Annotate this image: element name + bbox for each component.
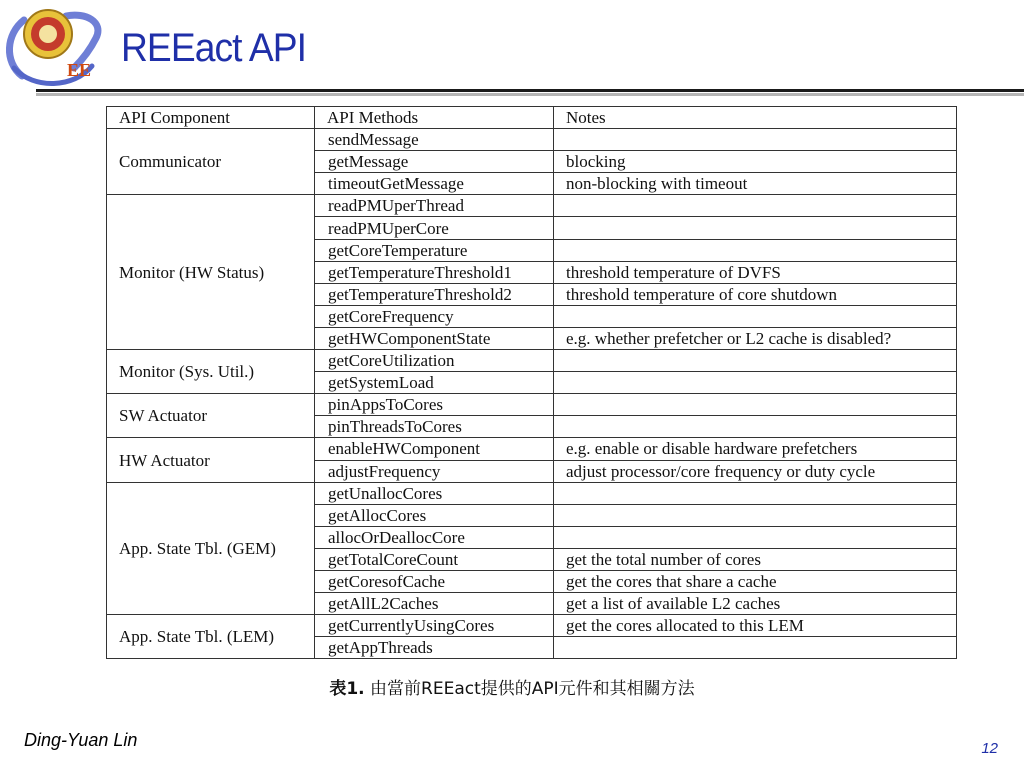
caption-text: 由當前REEact提供的API元件和其相關方法: [370, 679, 695, 699]
method-cell: getCoreFrequency: [315, 305, 554, 327]
method-cell: pinThreadsToCores: [315, 416, 554, 438]
table-caption: [0, 674, 1024, 699]
note-cell: [554, 504, 957, 526]
method-cell: getAllL2Caches: [315, 593, 554, 615]
method-cell: allocOrDeallocCore: [315, 526, 554, 548]
slide-title: REEact API: [121, 26, 307, 70]
method-cell: getCoreUtilization: [315, 350, 554, 372]
method-cell: getCoreTemperature: [315, 239, 554, 261]
component-cell: App. State Tbl. (GEM): [107, 482, 315, 615]
table-row: [107, 438, 957, 460]
table-row: [107, 129, 957, 151]
table-row: [107, 615, 957, 637]
note-cell: [554, 239, 957, 261]
header-notes: Notes: [554, 107, 957, 129]
header-api-methods: API Methods: [315, 107, 554, 129]
note-cell: [554, 482, 957, 504]
note-cell: e.g. whether prefetcher or L2 cache is disabled?: [554, 327, 957, 349]
note-cell: adjust processor/core frequency or duty cycle: [554, 460, 957, 482]
note-cell: threshold temperature of DVFS: [554, 261, 957, 283]
note-cell: [554, 637, 957, 659]
note-cell: e.g. enable or disable hardware prefetchers: [554, 438, 957, 460]
note-cell: [554, 372, 957, 394]
method-cell: getHWComponentState: [315, 327, 554, 349]
note-cell: [554, 416, 957, 438]
table-row: [107, 350, 957, 372]
method-cell: adjustFrequency: [315, 460, 554, 482]
note-cell: blocking: [554, 151, 957, 173]
table-header-row: [107, 107, 957, 129]
title-divider-shadow: [36, 93, 1024, 96]
method-cell: getSystemLoad: [315, 372, 554, 394]
note-cell: non-blocking with timeout: [554, 173, 957, 195]
method-cell: pinAppsToCores: [315, 394, 554, 416]
method-cell: timeoutGetMessage: [315, 173, 554, 195]
api-table: [106, 106, 957, 659]
note-cell: [554, 217, 957, 239]
note-cell: [554, 195, 957, 217]
method-cell: getCurrentlyUsingCores: [315, 615, 554, 637]
note-cell: threshold temperature of core shutdown: [554, 283, 957, 305]
component-cell: Communicator: [107, 129, 315, 195]
method-cell: getAllocCores: [315, 504, 554, 526]
svg-text:EE: EE: [67, 60, 92, 80]
table-body: [107, 129, 957, 659]
method-cell: readPMUperCore: [315, 217, 554, 239]
method-cell: sendMessage: [315, 129, 554, 151]
component-cell: Monitor (Sys. Util.): [107, 350, 315, 394]
author-name: Ding-Yuan Lin: [24, 730, 138, 750]
table-row: [107, 195, 957, 217]
method-cell: getCoresofCache: [315, 570, 554, 592]
note-cell: [554, 129, 957, 151]
note-cell: [554, 350, 957, 372]
note-cell: get the cores allocated to this LEM: [554, 615, 957, 637]
note-cell: [554, 305, 957, 327]
component-cell: App. State Tbl. (LEM): [107, 615, 315, 659]
method-cell: enableHWComponent: [315, 438, 554, 460]
university-logo: [4, 4, 102, 88]
note-cell: [554, 394, 957, 416]
method-cell: getTotalCoreCount: [315, 548, 554, 570]
title-divider: [36, 89, 1024, 92]
method-cell: getTemperatureThreshold2: [315, 283, 554, 305]
caption-label: 表1.: [329, 679, 365, 699]
method-cell: getAppThreads: [315, 637, 554, 659]
page-number: 12: [981, 740, 998, 757]
method-cell: readPMUperThread: [315, 195, 554, 217]
note-cell: get the cores that share a cache: [554, 570, 957, 592]
method-cell: getUnallocCores: [315, 482, 554, 504]
note-cell: get the total number of cores: [554, 548, 957, 570]
component-cell: Monitor (HW Status): [107, 195, 315, 350]
method-cell: getTemperatureThreshold1: [315, 261, 554, 283]
note-cell: [554, 526, 957, 548]
method-cell: getMessage: [315, 151, 554, 173]
table-row: [107, 394, 957, 416]
component-cell: HW Actuator: [107, 438, 315, 482]
table-row: [107, 482, 957, 504]
header-api-component: API Component: [107, 107, 315, 129]
note-cell: get a list of available L2 caches: [554, 593, 957, 615]
component-cell: SW Actuator: [107, 394, 315, 438]
